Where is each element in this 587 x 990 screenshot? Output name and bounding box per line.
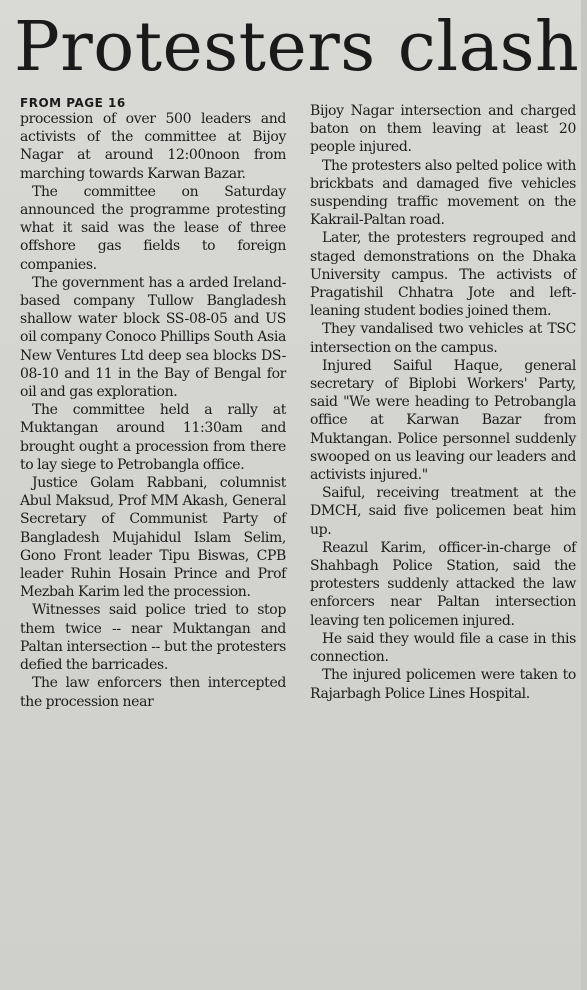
article-body xyxy=(20,94,576,984)
paragraph: The committee on Saturday announced the programme protesting what it said was the lease of three offshore gas fields to foreign companies. xyxy=(20,183,286,273)
page-edge xyxy=(581,0,587,990)
headline: Protesters clash xyxy=(14,8,580,87)
paragraph: The law enforcers then intercepted the procession near xyxy=(20,675,286,710)
paragraph: They vandalised two vehicles at TSC intersection on the campus. xyxy=(310,321,576,356)
column-left xyxy=(20,94,286,984)
column-right xyxy=(310,94,576,984)
paragraph: Reazul Karim, officer-in-charge of Shahbagh Police Station, said the protesters suddenly attacked the law enforcers near Paltan intersection leaving ten policemen injured. xyxy=(310,539,576,629)
paragraph: Bijoy Nagar intersection and charged baton on them leaving at least 20 people injured. xyxy=(310,103,576,156)
paragraph: The protesters also pelted police with brickbats and damaged five vehicles suspending traffic movement on the Kakrail-Paltan road. xyxy=(310,157,576,229)
paragraph: The committee held a rally at Muktangan around 11:30am and brought ought a procession from there to lay siege to Petrobangla office. xyxy=(20,402,286,473)
paragraph: The injured policemen were taken to Rajarbagh Police Lines Hospital. xyxy=(310,667,576,702)
paragraph: He said they would file a case in this connection. xyxy=(310,630,576,666)
paragraph: Injured Saiful Haque, general secretary of Biplobi Workers' Party, said "We were heading to Petrobangla office at Karwan Bazar from Muktangan. Police personnel suddenly swooped on us leaving our leaders and activists injured." xyxy=(310,357,576,484)
paragraph: Saiful, receiving treatment at the DMCH, said five policemen beat him up. xyxy=(310,485,576,538)
paragraph: Justice Golam Rabbani, columnist Abul Maksud, Prof MM Akash, General Secretary of Communist Party of Bangladesh Mujahidul Islam Selim, Gono Front leader Tipu Biswas, CPB leader Ruhin Hosain Prince and Prof Mezbah Karim led the procession. xyxy=(20,475,286,601)
paragraph: The government has a arded Ireland-based company Tullow Bangladesh shallow water block SS-08-05 and US oil company Conoco Phillips South Asia New Ventures Ltd deep sea blocks DS-08-10 and 11 in the Bay of Bengal for oil and gas exploration. xyxy=(20,274,286,401)
kicker-from-page: FROM PAGE 16 xyxy=(20,96,126,110)
paragraph: Later, the protesters regrouped and staged demonstrations on the Dhaka University campus. The activists of Pragatishil Chhatra Jote and left-leaning student bodies joined them. xyxy=(310,230,576,320)
paragraph: procession of over 500 leaders and activists of the committee at Bijoy Nagar at around 12:00noon from marching towards Karwan Bazar. xyxy=(20,111,286,182)
paragraph: Witnesses said police tried to stop them twice -- near Muktangan and Paltan intersection -- but the protesters defied the barricades. xyxy=(20,602,286,674)
